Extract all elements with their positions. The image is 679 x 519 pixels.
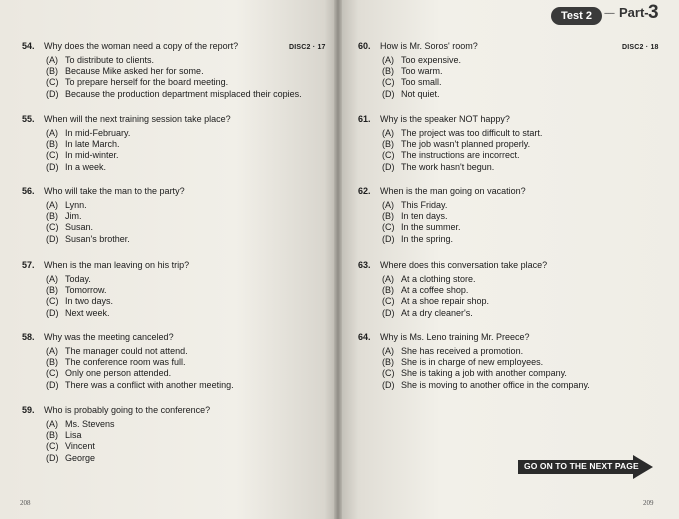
option-letter: (D) — [46, 161, 59, 172]
option-letter: (D) — [46, 88, 59, 99]
answer-option — [46, 285, 189, 296]
answer-option — [382, 66, 478, 77]
option-text: In mid-February. — [65, 128, 131, 138]
answer-option — [382, 200, 526, 211]
option-letter: (C) — [46, 441, 59, 452]
question-number: 63. — [358, 260, 371, 270]
option-letter: (A) — [382, 346, 394, 356]
question-text: Who is probably going to the conference? — [44, 405, 211, 415]
option-letter: (D) — [46, 233, 59, 244]
answer-option — [46, 55, 302, 66]
option-letter: (A) — [46, 346, 58, 356]
option-letter: (D) — [382, 88, 395, 99]
answer-options — [22, 55, 302, 100]
option-text: This Friday. — [401, 200, 448, 210]
option-letter: (D) — [382, 379, 395, 390]
option-letter: (B) — [382, 285, 394, 296]
question-stem — [358, 332, 590, 343]
disc-label-right: DISC2 · 18 — [622, 44, 659, 51]
option-text: Too warm. — [401, 66, 443, 77]
option-letter: (B) — [382, 66, 394, 77]
option-letter: (D) — [46, 379, 59, 390]
option-letter: (A) — [46, 419, 58, 429]
question-item — [22, 405, 210, 464]
answer-option — [382, 357, 590, 368]
answer-option — [46, 419, 210, 430]
option-text: Because Mike asked her for some. — [65, 66, 204, 77]
test-label-badge: Test 2 — [551, 7, 602, 25]
option-text: Too small. — [401, 77, 442, 88]
answer-option — [46, 211, 185, 222]
option-letter: (A) — [46, 274, 58, 284]
question-stem — [358, 114, 542, 125]
option-letter: (C) — [46, 368, 59, 379]
answer-option — [382, 77, 478, 88]
option-letter: (C) — [46, 77, 59, 88]
option-letter: (C) — [46, 296, 59, 307]
page-number-left: 208 — [20, 499, 31, 507]
question-text: Where does this conversation take place? — [380, 260, 548, 270]
question-text: Who will take the man to the party? — [44, 186, 185, 196]
answer-option — [46, 430, 210, 441]
option-text: George — [65, 452, 96, 463]
answer-option — [382, 139, 542, 150]
option-letter: (B) — [46, 66, 58, 77]
option-letter: (B) — [46, 211, 58, 222]
answer-option — [46, 150, 231, 161]
question-item — [358, 41, 478, 100]
question-stem — [358, 186, 526, 197]
answer-option — [46, 296, 189, 307]
option-text: She has received a promotion. — [401, 346, 524, 356]
option-letter: (A) — [46, 200, 58, 210]
question-text: Why was the meeting canceled? — [44, 332, 174, 342]
question-text: How is Mr. Soros' room? — [380, 41, 478, 51]
option-letter: (A) — [382, 274, 394, 284]
question-item — [22, 41, 302, 100]
part-label: Part- — [619, 5, 649, 20]
option-text: Vincent — [65, 441, 95, 452]
answer-option — [382, 128, 542, 139]
option-letter: (C) — [382, 77, 395, 88]
disc-label-left: DISC2 · 17 — [289, 44, 326, 51]
option-letter: (A) — [382, 200, 394, 210]
answer-option — [382, 89, 478, 100]
option-text: At a shoe repair shop. — [401, 296, 490, 307]
answer-option — [46, 162, 231, 173]
answer-option — [382, 55, 478, 66]
option-text: Lisa — [65, 430, 82, 441]
answer-option — [382, 234, 526, 245]
question-stem — [22, 260, 189, 271]
answer-options — [22, 128, 231, 173]
option-text: In the summer. — [401, 222, 461, 233]
answer-options — [358, 128, 542, 173]
answer-option — [46, 453, 210, 464]
option-letter: (A) — [382, 55, 394, 65]
option-letter: (D) — [46, 452, 59, 463]
answer-option — [382, 222, 526, 233]
option-text: To prepare herself for the board meeting. — [65, 77, 229, 88]
option-text: She is moving to another office in the company. — [401, 379, 590, 390]
option-text: Ms. Stevens — [65, 419, 115, 429]
option-text: Lynn. — [65, 200, 87, 210]
option-text: The conference room was full. — [65, 357, 186, 368]
question-text: Why does the woman need a copy of the report? — [44, 41, 239, 51]
option-letter: (B) — [46, 357, 58, 368]
option-letter: (C) — [382, 150, 395, 161]
answer-option — [46, 357, 234, 368]
question-text: When is the man leaving on his trip? — [44, 260, 190, 270]
option-text: At a dry cleaner's. — [401, 307, 473, 318]
option-text: To distribute to clients. — [65, 55, 155, 65]
answer-option — [382, 162, 542, 173]
option-letter: (A) — [46, 55, 58, 65]
option-text: Only one person attended. — [65, 368, 172, 379]
option-text: The instructions are incorrect. — [401, 150, 520, 161]
answer-options — [22, 200, 185, 245]
answer-options — [358, 200, 526, 245]
option-letter: (C) — [382, 222, 395, 233]
option-text: At a clothing store. — [401, 274, 476, 284]
answer-option — [46, 139, 231, 150]
option-letter: (B) — [46, 285, 58, 296]
answer-option — [382, 368, 590, 379]
answer-option — [46, 77, 302, 88]
question-text: Why is the speaker NOT happy? — [380, 114, 510, 124]
option-text: In the spring. — [401, 233, 454, 244]
question-number: 55. — [22, 114, 35, 124]
answer-option — [382, 274, 547, 285]
question-number: 59. — [22, 405, 35, 415]
option-text: Too expensive. — [401, 55, 462, 65]
question-item — [22, 114, 231, 173]
option-text: Tomorrow. — [65, 285, 107, 296]
option-text: Today. — [65, 274, 91, 284]
option-letter: (C) — [382, 368, 395, 379]
option-text: There was a conflict with another meeting. — [65, 379, 234, 390]
option-text: In late March. — [65, 139, 120, 150]
option-letter: (B) — [382, 211, 394, 222]
option-text: In mid-winter. — [65, 150, 119, 161]
answer-option — [46, 274, 189, 285]
option-text: Jim. — [65, 211, 82, 222]
option-text: Susan. — [65, 222, 94, 233]
question-item — [358, 260, 547, 319]
question-item — [358, 332, 590, 391]
answer-options — [22, 274, 189, 319]
question-number: 61. — [358, 114, 371, 124]
answer-option — [46, 441, 210, 452]
option-text: The project was too difficult to start. — [401, 128, 543, 138]
answer-option — [46, 380, 234, 391]
part-number: 3 — [648, 2, 659, 23]
answer-option — [46, 128, 231, 139]
question-number: 54. — [22, 41, 35, 51]
answer-option — [382, 285, 547, 296]
page-number-right: 209 — [643, 499, 654, 507]
option-text: She is in charge of new employees. — [401, 357, 544, 368]
answer-option — [46, 66, 302, 77]
option-text: The work hasn't begun. — [401, 161, 495, 172]
book-gutter — [334, 0, 342, 519]
answer-option — [382, 380, 590, 391]
option-text: Because the production department misplaced their copies. — [65, 88, 302, 99]
option-text: Susan's brother. — [65, 233, 130, 244]
answer-options — [22, 346, 234, 391]
option-letter: (B) — [382, 357, 394, 368]
question-item — [22, 332, 234, 391]
answer-options — [358, 346, 590, 391]
option-letter: (B) — [46, 139, 58, 150]
option-letter: (A) — [382, 128, 394, 138]
question-stem — [358, 260, 547, 271]
question-text: Why is Ms. Leno training Mr. Preece? — [380, 332, 530, 342]
option-text: She is taking a job with another company. — [401, 368, 567, 379]
option-letter: (C) — [382, 296, 395, 307]
answer-option — [46, 346, 234, 357]
option-letter: (B) — [46, 430, 58, 441]
question-number: 60. — [358, 41, 371, 51]
option-letter: (C) — [46, 150, 59, 161]
question-text: When is the man going on vacation? — [380, 186, 526, 196]
option-text: The job wasn't planned properly. — [401, 139, 531, 150]
answer-option — [382, 308, 547, 319]
answer-option — [382, 296, 547, 307]
question-stem — [358, 41, 478, 52]
option-text: At a coffee shop. — [401, 285, 469, 296]
option-letter: (A) — [46, 128, 58, 138]
question-item — [358, 186, 526, 245]
question-number: 64. — [358, 332, 371, 342]
question-stem — [22, 114, 231, 125]
question-stem — [22, 405, 210, 416]
question-number: 62. — [358, 186, 371, 196]
option-letter: (D) — [382, 307, 395, 318]
question-number: 57. — [22, 260, 35, 270]
question-stem — [22, 332, 234, 343]
option-text: Next week. — [65, 307, 110, 318]
option-text: In ten days. — [401, 211, 448, 222]
option-text: In two days. — [65, 296, 114, 307]
answer-option — [46, 308, 189, 319]
answer-option — [46, 200, 185, 211]
option-text: In a week. — [65, 161, 107, 172]
question-stem — [22, 41, 302, 52]
answer-option — [382, 346, 590, 357]
question-item — [22, 260, 189, 319]
option-letter: (D) — [382, 233, 395, 244]
answer-option — [46, 368, 234, 379]
question-text: When will the next training session take place? — [44, 114, 231, 124]
answer-option — [46, 234, 185, 245]
answer-options — [358, 55, 478, 100]
option-letter: (D) — [382, 161, 395, 172]
option-letter: (B) — [382, 139, 394, 150]
question-number: 58. — [22, 332, 35, 342]
answer-option — [46, 89, 302, 100]
answer-option — [382, 150, 542, 161]
option-letter: (D) — [46, 307, 59, 318]
answer-options — [22, 419, 210, 464]
question-number: 56. — [22, 186, 35, 196]
answer-options — [358, 274, 547, 319]
question-item — [358, 114, 542, 173]
answer-option — [46, 222, 185, 233]
option-letter: (C) — [46, 222, 59, 233]
answer-option — [382, 211, 526, 222]
next-page-label: GO ON TO THE NEXT PAGE — [524, 461, 639, 471]
option-text: The manager could not attend. — [65, 346, 188, 356]
question-stem — [22, 186, 185, 197]
header-dots: ----- — [604, 8, 614, 18]
next-page-button[interactable] — [518, 455, 653, 479]
question-item — [22, 186, 185, 245]
option-text: Not quiet. — [401, 88, 440, 99]
